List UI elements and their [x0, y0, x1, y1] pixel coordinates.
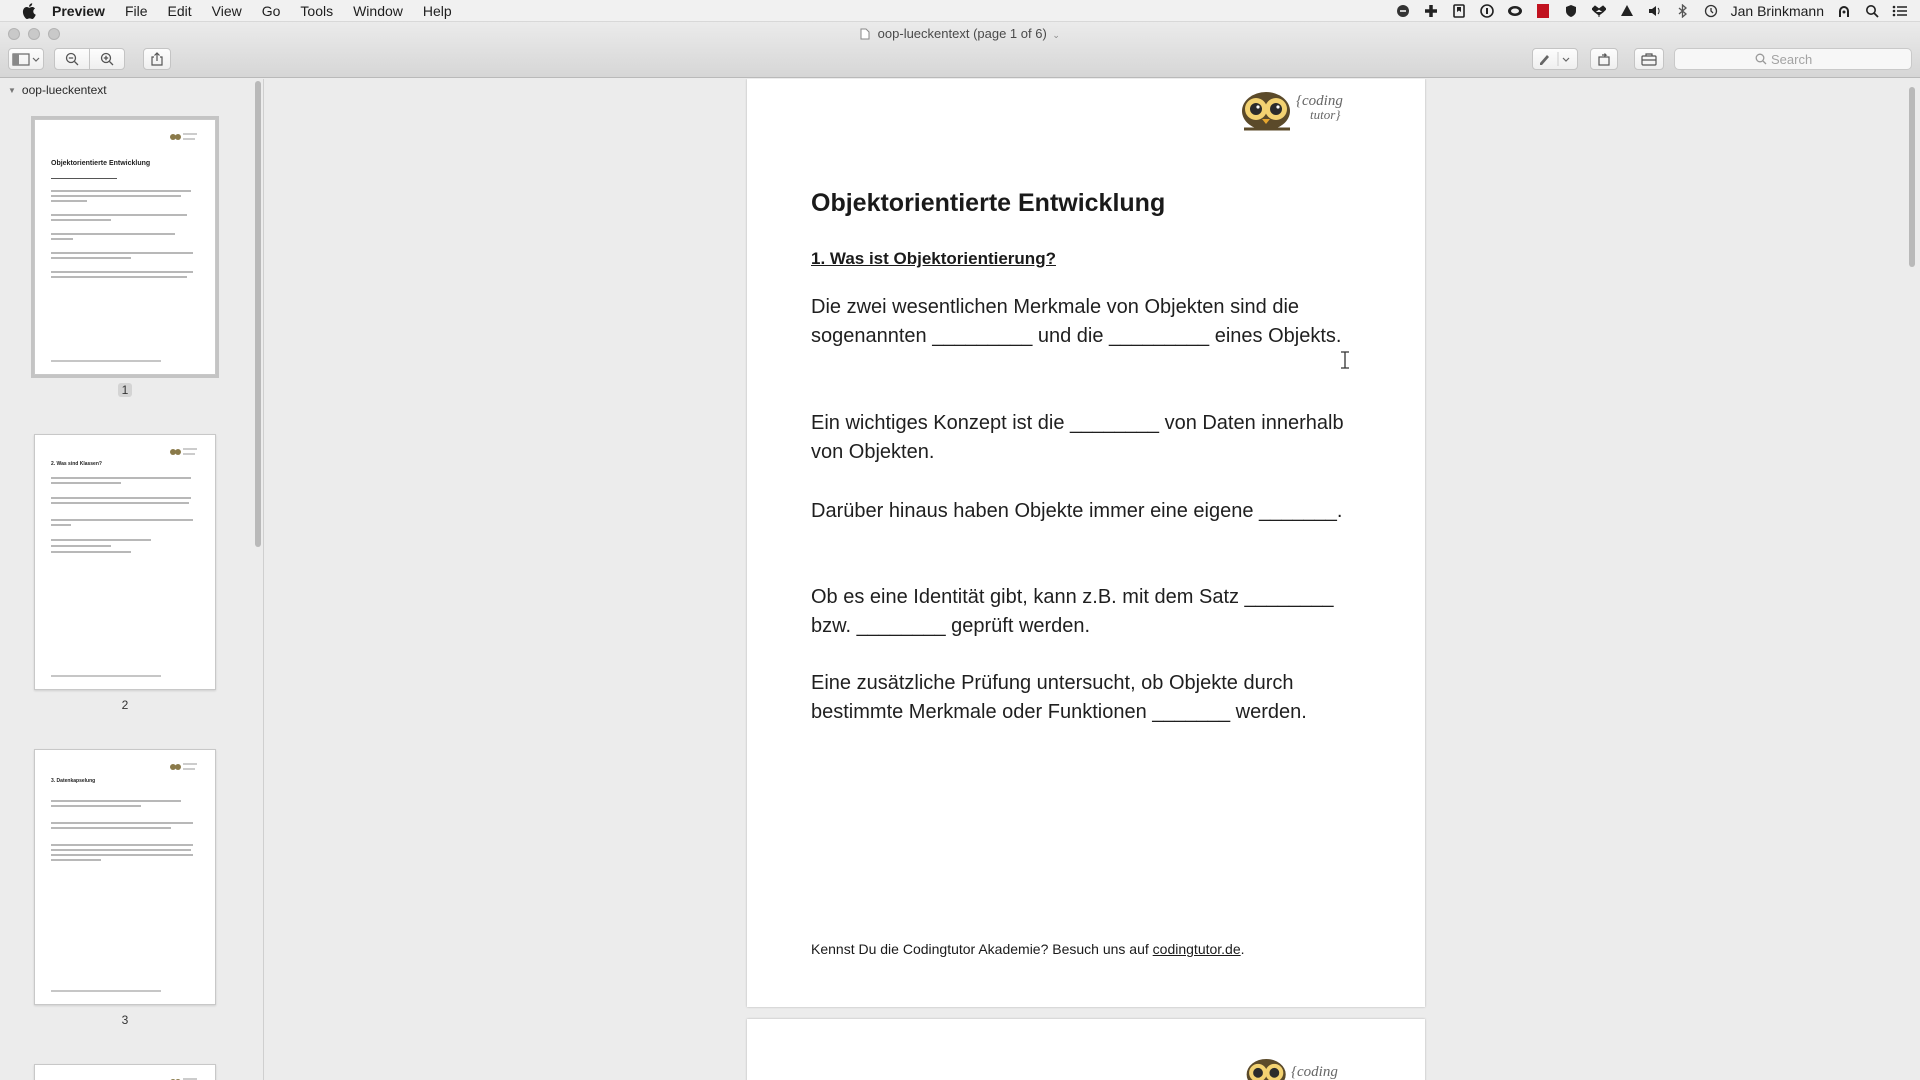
logo-text-coding: {coding — [1296, 93, 1343, 109]
rotate-icon — [1597, 52, 1611, 66]
disclosure-triangle-icon[interactable]: ▼ — [8, 85, 16, 95]
shield-icon[interactable] — [1563, 3, 1579, 19]
menu-bar — [0, 0, 1920, 22]
logo-text-tutor: tutor} — [1310, 107, 1341, 122]
pdf-document-icon — [860, 28, 870, 43]
page-thumbnail-4[interactable] — [34, 1064, 216, 1080]
text-cursor-icon — [1340, 351, 1350, 369]
page-footer — [811, 941, 1245, 957]
page-number: 2 — [121, 698, 129, 712]
pdf-page-1[interactable] — [747, 79, 1425, 1007]
paragraph-2: Ein wichtiges Konzept ist die ________ von Daten innerhalb von Objekten. — [811, 412, 1344, 463]
thumbnail-title: Objektorientierte Entwicklung — [51, 160, 151, 167]
pdf-page-2[interactable] — [747, 1019, 1425, 1080]
window-toolbar — [0, 22, 1920, 78]
document-title: Objektorientierte Entwicklung — [811, 189, 1166, 217]
page-thumbnail-3[interactable] — [34, 749, 216, 1027]
bookmark-icon[interactable] — [1451, 3, 1467, 19]
sidebar-toggle-button[interactable] — [8, 48, 44, 70]
sidebar-document-name: oop-lueckentext — [21, 83, 107, 97]
menu-file[interactable]: File — [124, 2, 148, 19]
paragraph-5: Eine zusätzliche Prüfung untersucht, ob Objekte durch bestimmte Merkmale oder Funktionen _______ werden. — [811, 672, 1307, 723]
footer-end: . — [1240, 941, 1245, 957]
paragraph-4: Ob es eine Identität gibt, kann z.B. mit dem Satz ________ bzw. ________ geprüft werden. — [811, 586, 1334, 637]
paragraph-3: Darüber hinaus haben Objekte immer eine eigene _______. — [811, 500, 1343, 522]
sidebar-scrollbar[interactable] — [255, 81, 261, 547]
zoom-out-icon — [65, 52, 79, 66]
document-scrollbar[interactable] — [1909, 87, 1915, 267]
page-thumbnail-2[interactable] — [34, 434, 216, 712]
footer-link[interactable]: codingtutor.de — [1152, 941, 1241, 957]
menu-window[interactable]: Window — [353, 2, 403, 19]
zoom-out-button[interactable] — [54, 48, 90, 70]
volume-icon[interactable] — [1647, 3, 1663, 19]
thumbnail-title: 3. Datenkapselung — [51, 778, 96, 784]
owl-icon — [1245, 1053, 1289, 1080]
window-title[interactable] — [0, 26, 1920, 43]
coding-tutor-logo-icon — [169, 132, 199, 142]
menu-tools[interactable]: Tools — [300, 2, 334, 19]
notification-icon[interactable] — [1395, 3, 1411, 19]
thumbnail-page[interactable] — [34, 1064, 216, 1080]
thumbnail-page[interactable] — [34, 434, 216, 690]
thumbnail-page[interactable] — [34, 119, 216, 375]
toolbox-button[interactable] — [1634, 48, 1664, 70]
rotate-button[interactable] — [1590, 48, 1618, 70]
red-square-icon[interactable] — [1535, 3, 1551, 19]
plus-icon[interactable] — [1423, 3, 1439, 19]
section-heading: 1. Was ist Objektorientierung? — [811, 249, 1056, 268]
markup-pen-icon — [1536, 52, 1574, 66]
paragraph-1: Die zwei wesentlichen Merkmale von Objekten sind die sogenannten _________ und die _________ eines Objekts. — [811, 296, 1342, 347]
chevron-down-icon: ⌄ — [1052, 30, 1060, 40]
time-machine-icon[interactable] — [1703, 3, 1719, 19]
thumbnail-sidebar[interactable] — [0, 79, 264, 1080]
menu-go[interactable]: Go — [261, 2, 281, 19]
toolbox-icon — [1641, 52, 1657, 66]
zoom-in-button[interactable] — [89, 48, 125, 70]
coding-tutor-logo — [1245, 1053, 1338, 1080]
apple-menu-icon[interactable] — [18, 0, 40, 22]
bluetooth-icon[interactable] — [1675, 3, 1691, 19]
list-icon[interactable] — [1892, 3, 1908, 19]
share-button[interactable] — [143, 48, 171, 70]
page-number-badge: 1 — [118, 383, 133, 397]
dropbox-icon[interactable] — [1591, 3, 1607, 19]
coding-tutor-logo — [1240, 85, 1343, 131]
drive-icon[interactable] — [1619, 3, 1635, 19]
airdrop-icon[interactable] — [1836, 3, 1852, 19]
menu-view[interactable]: View — [211, 2, 242, 19]
coding-tutor-logo-icon — [169, 762, 199, 772]
coding-tutor-logo-icon — [169, 447, 199, 457]
sidebar-icon — [12, 52, 40, 66]
spotlight-icon[interactable] — [1864, 3, 1880, 19]
zoom-in-icon — [100, 52, 114, 66]
footer-text: Kennst Du die Codingtutor Akademie? Besuch uns auf — [811, 941, 1153, 957]
thumbnail-page[interactable] — [34, 749, 216, 1005]
document-view[interactable] — [265, 79, 1920, 1080]
thumbnail-title: 2. Was sind Klassen? — [51, 461, 102, 467]
share-icon — [151, 52, 163, 66]
search-icon — [1755, 53, 1767, 65]
page-number: 3 — [121, 1013, 129, 1027]
user-name[interactable]: Jan Brinkmann — [1730, 3, 1824, 19]
window-title-text: oop-lueckentext (page 1 of 6) — [877, 26, 1047, 41]
search-field[interactable] — [1674, 48, 1912, 70]
info-icon[interactable] — [1479, 3, 1495, 19]
menu-preview[interactable]: Preview — [52, 2, 105, 19]
menu-edit[interactable]: Edit — [167, 2, 192, 19]
logo-text-coding: {coding — [1291, 1063, 1338, 1080]
search-input[interactable] — [1771, 52, 1831, 67]
cloud-icon[interactable] — [1507, 3, 1523, 19]
menu-help[interactable]: Help — [422, 2, 452, 19]
owl-icon — [1240, 85, 1294, 131]
markup-button[interactable] — [1532, 48, 1578, 70]
page-thumbnail-1[interactable] — [34, 119, 216, 397]
sidebar-document-header[interactable] — [8, 83, 107, 97]
